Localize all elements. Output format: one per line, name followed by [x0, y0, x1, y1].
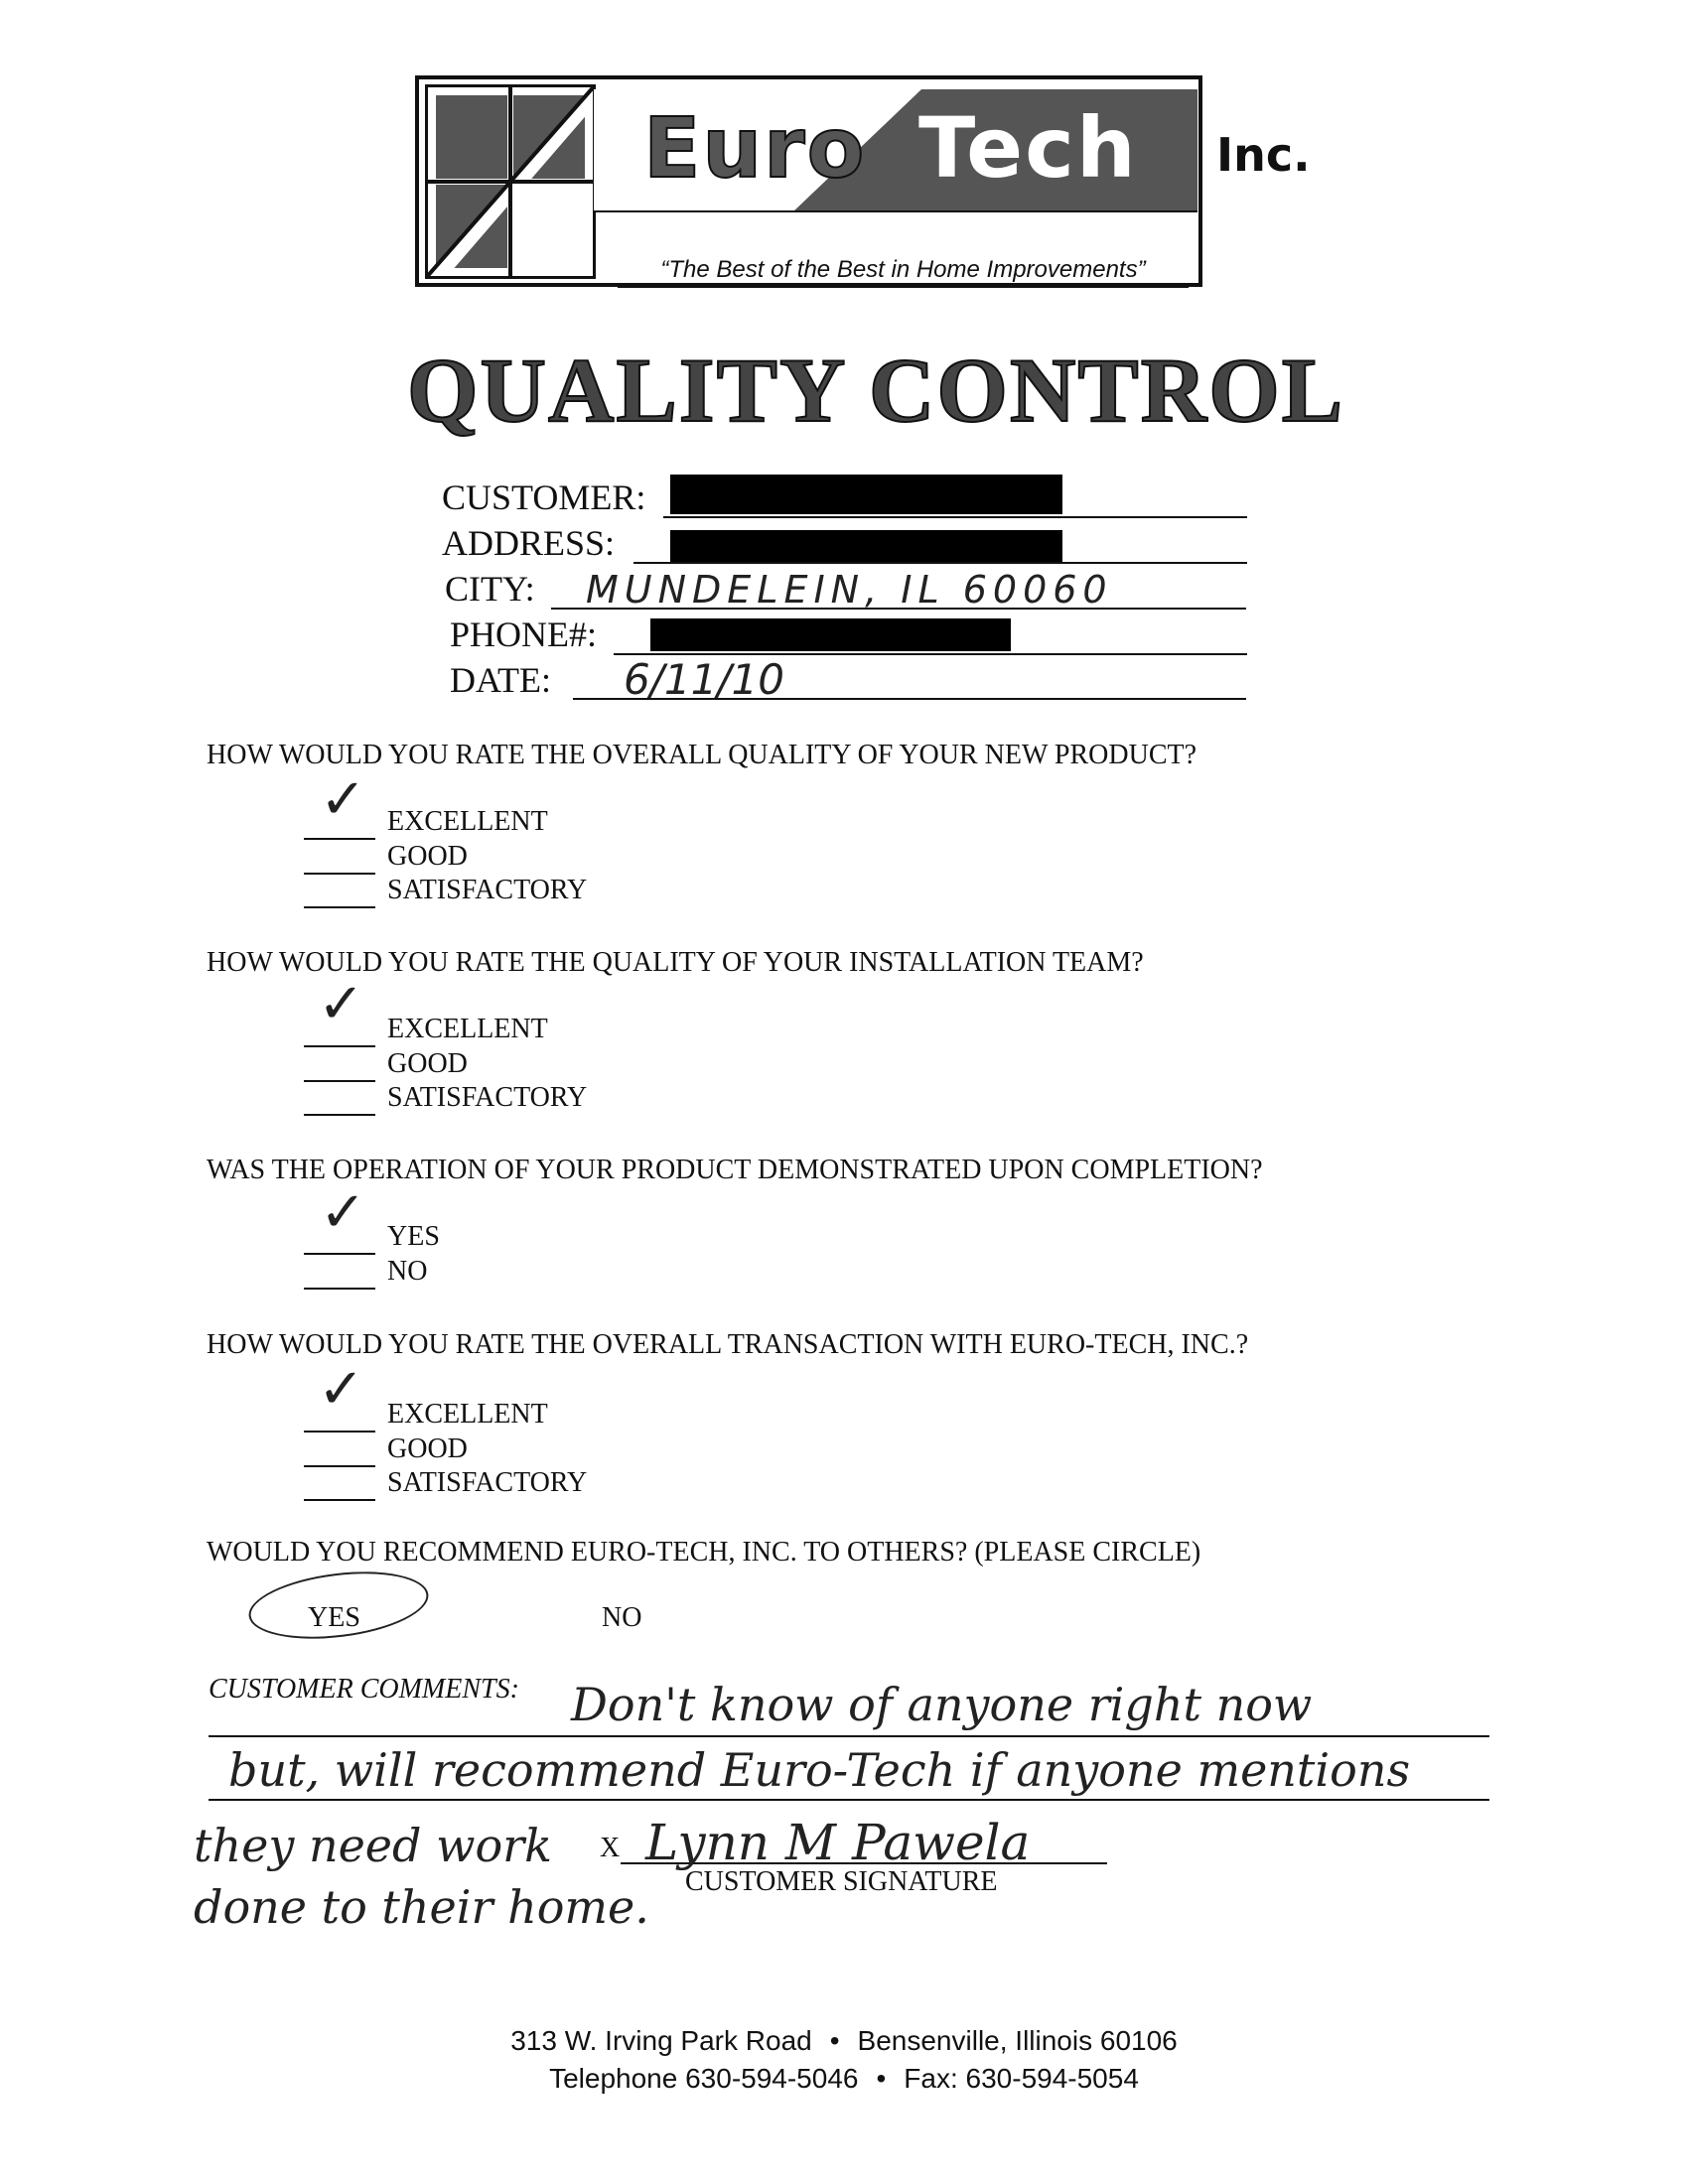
comment-rule-2	[209, 1799, 1489, 1801]
tagline: “The Best of the Best in Home Improvements”	[618, 256, 1189, 288]
phone-redaction	[650, 618, 1011, 651]
brand-suffix: Inc.	[1216, 128, 1311, 182]
comment-line-3: they need work	[194, 1819, 553, 1872]
customer-signature: Lynn M Pawela	[645, 1814, 1031, 1871]
footer-fax: Fax: 630-594-5054	[904, 2063, 1139, 2094]
phone-label: PHONE#:	[450, 614, 598, 654]
footer-bullet: •	[829, 2025, 840, 2056]
check-mark-icon: ✓	[318, 1357, 364, 1422]
question-2: HOW WOULD YOU RATE THE QUALITY OF YOUR INSTALLATION TEAM?	[207, 947, 1144, 978]
recommend-yes[interactable]: YES	[308, 1602, 360, 1633]
question-recommend: WOULD YOU RECOMMEND EURO-TECH, INC. TO OTHERS? (PLEASE CIRCLE)	[207, 1537, 1201, 1568]
signature-label: CUSTOMER SIGNATURE	[685, 1866, 998, 1897]
city-value: MUNDELEIN, IL 60060	[586, 568, 1113, 612]
q1-good-blank[interactable]	[304, 873, 375, 875]
q3-option-yes: YES	[387, 1221, 440, 1252]
q3-no-blank[interactable]	[304, 1288, 375, 1290]
q4-option-excellent: EXCELLENT	[387, 1399, 548, 1430]
date-label: DATE:	[450, 660, 551, 700]
check-mark-icon: ✓	[318, 972, 364, 1036]
customer-redaction	[670, 475, 1062, 514]
footer-city: Bensenville, Illinois 60106	[857, 2025, 1178, 2056]
q4-excellent-blank[interactable]	[304, 1431, 375, 1433]
footer-address	[0, 2025, 1688, 2057]
brand-name-left: Euro	[643, 99, 867, 197]
customer-line	[663, 516, 1247, 518]
q2-good-blank[interactable]	[304, 1080, 375, 1082]
document-title: QUALITY CONTROL	[407, 340, 1345, 441]
question-4: HOW WOULD YOU RATE THE OVERALL TRANSACTION WITH EURO-TECH, INC.?	[207, 1329, 1249, 1360]
q2-satisfactory-blank[interactable]	[304, 1114, 375, 1116]
footer-bullet: •	[876, 2063, 887, 2094]
signature-x-mark: X	[600, 1833, 621, 1863]
check-mark-icon: ✓	[320, 767, 366, 832]
date-value: 6/11/10	[624, 655, 784, 704]
address-redaction	[670, 530, 1062, 562]
q4-option-good: GOOD	[387, 1433, 468, 1464]
q1-option-good: GOOD	[387, 841, 468, 872]
city-label: CITY:	[445, 569, 535, 609]
comment-line-4: done to their home.	[194, 1880, 649, 1934]
q1-excellent-blank[interactable]	[304, 838, 375, 840]
question-3: WAS THE OPERATION OF YOUR PRODUCT DEMONSTRATED UPON COMPLETION?	[207, 1155, 1263, 1185]
q2-excellent-blank[interactable]	[304, 1045, 375, 1047]
comment-line-1: Don't know of anyone right now	[571, 1678, 1313, 1731]
q2-option-good: GOOD	[387, 1048, 468, 1079]
customer-label: CUSTOMER:	[442, 478, 646, 517]
brand-name-right: Tech	[918, 99, 1138, 197]
footer-contact	[0, 2063, 1688, 2095]
q1-option-excellent: EXCELLENT	[387, 806, 548, 837]
footer-phone: Telephone 630-594-5046	[549, 2063, 859, 2094]
q2-option-satisfactory: SATISFACTORY	[387, 1082, 588, 1113]
q4-satisfactory-blank[interactable]	[304, 1499, 375, 1501]
check-mark-icon: ✓	[320, 1180, 366, 1245]
comment-line-2: but, will recommend Euro-Tech if anyone mentions	[228, 1743, 1411, 1797]
comment-rule-1	[209, 1735, 1489, 1737]
q1-option-satisfactory: SATISFACTORY	[387, 875, 588, 905]
address-label: ADDRESS:	[442, 523, 616, 563]
comments-label: CUSTOMER COMMENTS:	[209, 1674, 519, 1705]
question-1: HOW WOULD YOU RATE THE OVERALL QUALITY OF YOUR NEW PRODUCT?	[207, 740, 1197, 770]
footer-street: 313 W. Irving Park Road	[510, 2025, 812, 2056]
q3-option-no: NO	[387, 1256, 428, 1287]
q4-good-blank[interactable]	[304, 1465, 375, 1467]
q4-option-satisfactory: SATISFACTORY	[387, 1467, 588, 1498]
q3-yes-blank[interactable]	[304, 1253, 375, 1255]
q2-option-excellent: EXCELLENT	[387, 1014, 548, 1044]
address-line	[633, 562, 1247, 564]
q1-satisfactory-blank[interactable]	[304, 906, 375, 908]
recommend-no[interactable]: NO	[602, 1602, 642, 1633]
logo-window-mark	[425, 84, 596, 279]
